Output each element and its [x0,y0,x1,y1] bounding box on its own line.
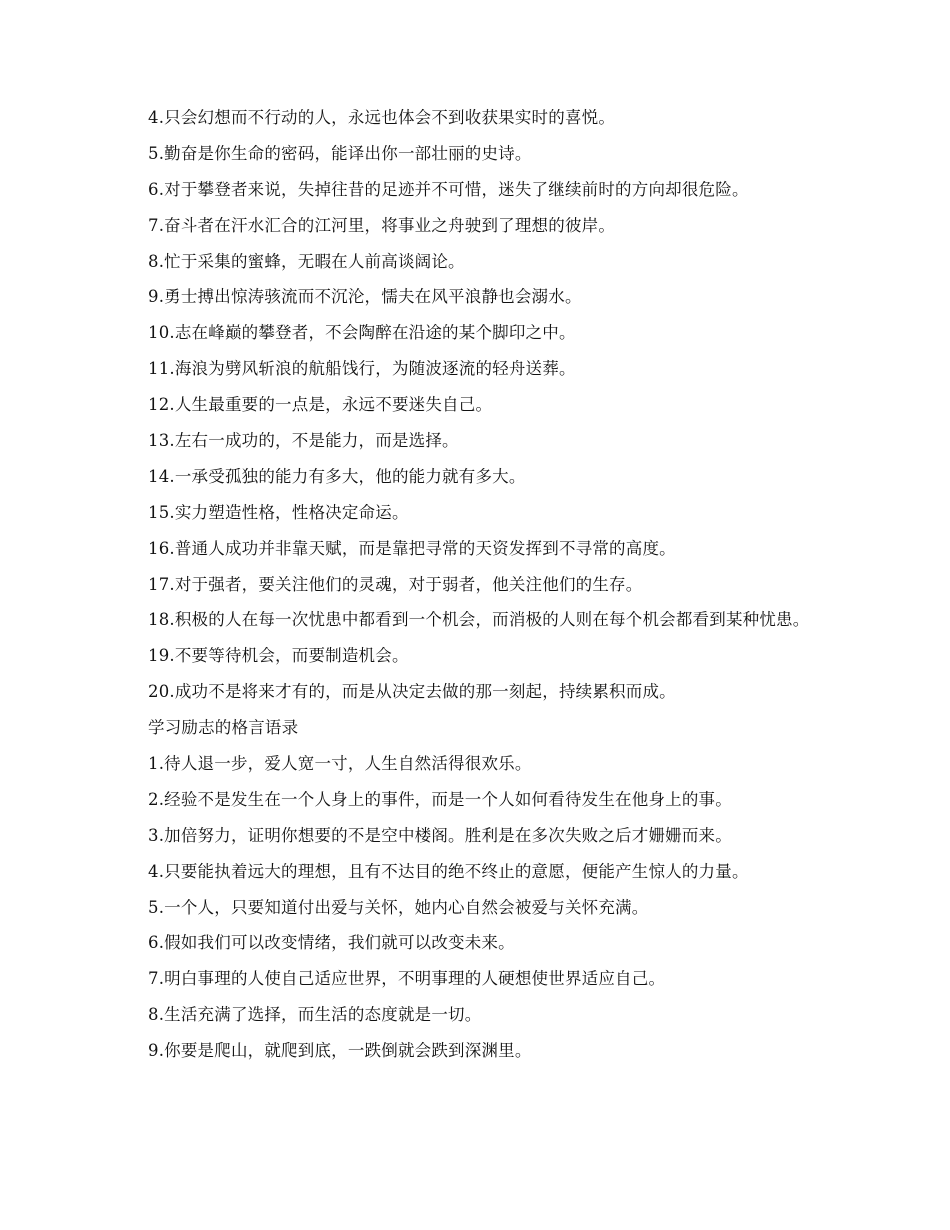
quote-paragraph: 12.人生最重要的一点是，永远不要迷失自己。 [148,395,493,415]
section-heading: 学习励志的格言语录 [148,718,299,738]
quote-paragraph: 16.普通人成功并非靠天赋，而是靠把寻常的天资发挥到不寻常的高度。 [148,538,676,558]
quote-paragraph: 6.对于攀登者来说，失掉往昔的足迹并不可惜，迷失了继续前时的方向却很危险。 [148,179,749,199]
quote-paragraph: 9.勇士搏出惊涛骇流而不沉沦，懦夫在风平浪静也会溺水。 [148,287,582,307]
quote-paragraph: 8.生活充满了选择，而生活的态度就是一切。 [148,1005,482,1025]
quote-paragraph: 10.志在峰巅的攀登者，不会陶醉在沿途的某个脚印之中。 [148,323,576,343]
quote-paragraph: 2.经验不是发生在一个人身上的事件，而是一个人如何看待发生在他身上的事。 [148,789,732,809]
quote-paragraph: 8.忙于采集的蜜蜂，无暇在人前高谈阔论。 [148,251,465,271]
quote-paragraph: 9.你要是爬山，就爬到底，一跌倒就会跌到深渊里。 [148,1041,532,1061]
quote-paragraph: 5.勤奋是你生命的密码，能译出你一部壮丽的史诗。 [148,143,532,163]
quote-paragraph: 18.积极的人在每一次忧患中都看到一个机会，而消极的人则在每个机会都看到某种忧患。 [148,610,810,630]
quote-paragraph: 3.加倍努力，证明你想要的不是空中楼阁。胜利是在多次失败之后才姗姗而来。 [148,825,732,845]
quote-paragraph: 4.只要能执着远大的理想，且有不达目的绝不终止的意愿，便能产生惊人的力量。 [148,861,749,881]
quote-paragraph: 4.只会幻想而不行动的人，永远也体会不到收获果实时的喜悦。 [148,108,616,127]
document-body [113,108,829,1077]
quote-paragraph: 6.假如我们可以改变情绪，我们就可以改变未来。 [148,933,515,953]
quote-paragraph: 13.左右一成功的，不是能力，而是选择。 [148,431,459,451]
quote-paragraph: 11.海浪为劈风斩浪的航船饯行，为随波逐流的轻舟送葬。 [148,359,576,379]
quote-paragraph: 17.对于强者，要关注他们的灵魂，对于弱者，他关注他们的生存。 [148,574,643,594]
quote-paragraph: 1.待人退一步，爱人宽一寸，人生自然活得很欢乐。 [148,754,532,774]
quote-paragraph: 5.一个人，只要知道付出爱与关怀，她内心自然会被爱与关怀充满。 [148,897,649,917]
quote-paragraph: 19.不要等待机会，而要制造机会。 [148,646,409,666]
quote-paragraph: 15.实力塑造性格，性格决定命运。 [148,502,409,522]
quote-paragraph: 20.成功不是将来才有的，而是从决定去做的那一刻起，持续累积而成。 [148,682,676,702]
quote-paragraph: 7.明白事理的人使自己适应世界，不明事理的人硬想使世界适应自己。 [148,969,666,989]
quote-paragraph: 7.奋斗者在汗水汇合的江河里，将事业之舟驶到了理想的彼岸。 [148,215,616,235]
quote-paragraph: 14.一承受孤独的能力有多大，他的能力就有多大。 [148,466,526,486]
